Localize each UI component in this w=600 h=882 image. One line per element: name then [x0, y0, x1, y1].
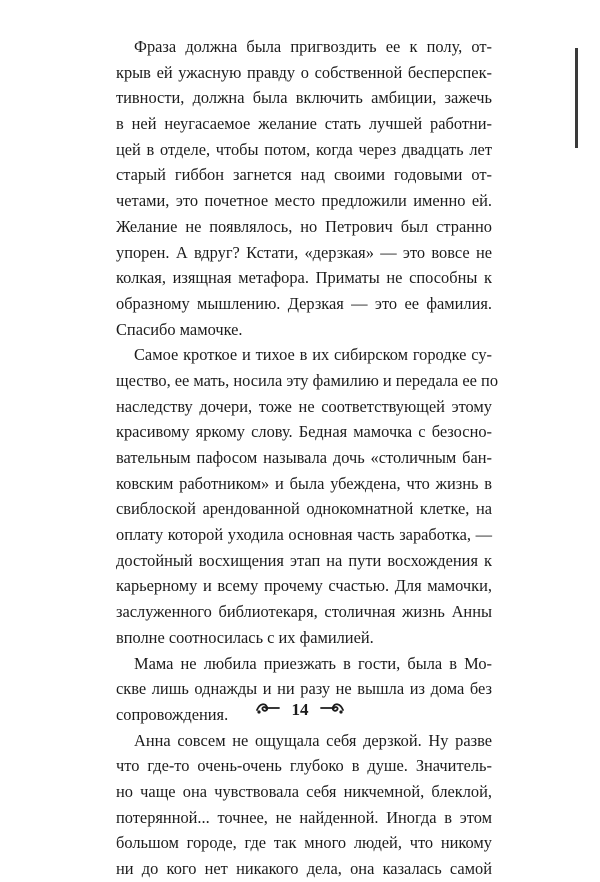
- text-line: красивому яркому слову. Бедная мамочка с безосно-: [116, 422, 492, 442]
- page-footer: [0, 698, 600, 721]
- text-line: сопровождения.: [116, 704, 229, 724]
- body-text: [116, 34, 499, 882]
- text-line: но чаще она чувствовала себя никчемной, блеклой,: [116, 781, 492, 801]
- text-line: ковским работником» и была убеждена, что жизнь в: [116, 473, 492, 493]
- text-line: оплату которой уходила основная часть заработка, —: [116, 525, 492, 545]
- text-line: образному мышлению. Дерзкая — это ее фамилия.: [116, 293, 492, 313]
- text-line: большом городе, где так много людей, что никому: [116, 833, 492, 853]
- text-line: что где-то очень-очень глубоко в душе. Значитель-: [116, 756, 492, 776]
- text-line: упорен. А вдруг? Кстати, «дерзкая» — это вовсе не: [116, 242, 492, 262]
- page-edge-mark: [575, 48, 578, 148]
- text-line: Мама не любила приезжать в гости, была в Мо-: [134, 653, 492, 673]
- text-line: свиблоской арендованной однокомнатной клетке, на: [116, 499, 492, 519]
- text-line: ни до кого нет никакого дела, она казалась самой: [116, 859, 492, 878]
- flourish-left-icon: [255, 699, 281, 721]
- text-line: Самое кроткое и тихое в их сибирском городке су-: [134, 345, 492, 365]
- page-number: 14: [291, 700, 309, 720]
- text-line: заслуженного библиотекаря, столичная жизнь Анны: [116, 602, 492, 622]
- text-line: четами, это почетное место предложили именно ей.: [116, 191, 492, 211]
- text-line: вполне соотносилась с их фамилией.: [116, 627, 374, 647]
- text-line: в ней неугасаемое желание стать лучшей работни-: [116, 114, 492, 134]
- text-line: Анна совсем не ощущала себя дерзкой. Ну разве: [134, 730, 492, 750]
- text-line: достойный восхищения этап на пути восхождения к: [116, 550, 492, 570]
- text-line: тивности, должна была включить амбиции, зажечь: [116, 88, 492, 108]
- flourish-right-icon: [319, 699, 345, 721]
- text-line: Желание не появлялось, но Петрович был странно: [116, 216, 492, 236]
- text-line: Фраза должна была пригвоздить ее к полу, от-: [134, 37, 492, 56]
- text-line: цей в отделе, чтобы потом, когда через двадцать лет: [116, 139, 492, 159]
- text-line: колкая, изящная метафора. Приматы не способны к: [116, 268, 492, 288]
- text-line: Спасибо мамочке.: [116, 319, 243, 339]
- text-line: потерянной... точнее, не найденной. Иногда в этом: [116, 807, 492, 827]
- text-line: вательным пафосом называла дочь «столичным бан-: [116, 448, 492, 467]
- text-line: наследству дочери, тоже не соответствующей этому: [116, 396, 492, 416]
- text-line: карьерному и всему прочему счастью. Для мамочки,: [116, 576, 492, 596]
- text-line: крыв ей ужасную правду о собственной бесперспек-: [116, 62, 492, 82]
- text-line: скве лишь однажды и ни разу не вышла из дома без: [116, 679, 492, 699]
- text-line: щество, ее мать, носила эту фамилию и передала ее по: [116, 370, 499, 390]
- text-line: старый гиббон загнется над своими годовыми от-: [116, 165, 492, 185]
